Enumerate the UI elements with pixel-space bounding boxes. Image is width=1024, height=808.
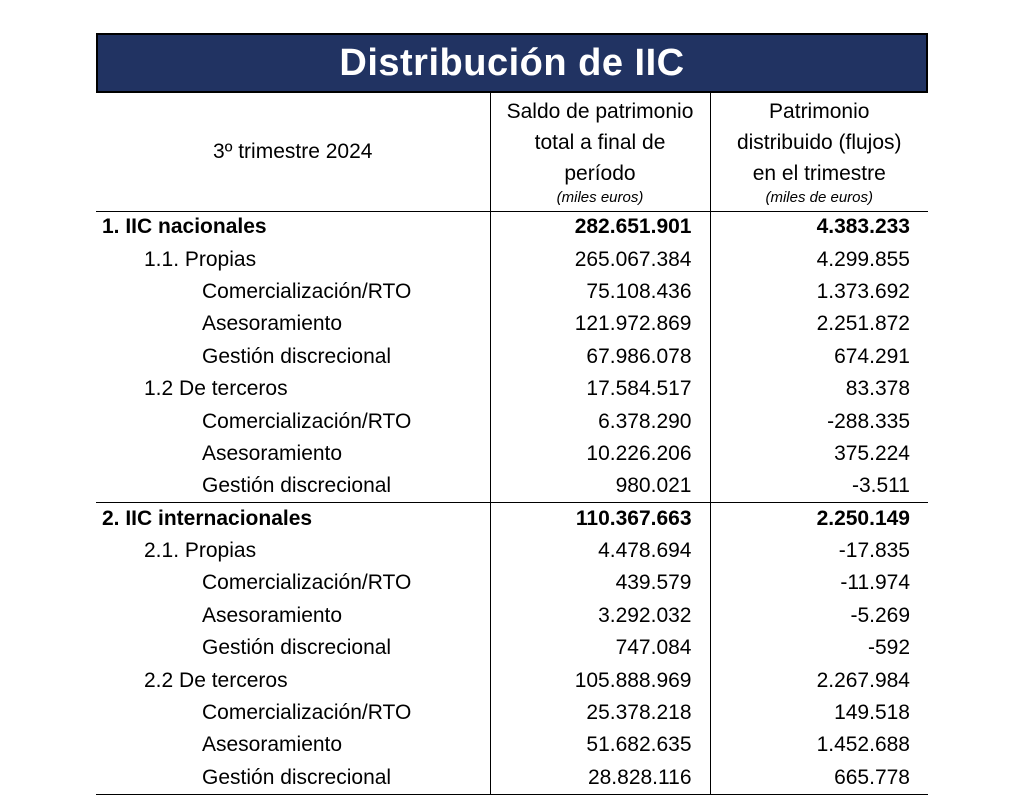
flujos-value: 375.224 [710, 438, 928, 470]
iic-distribution-table [96, 93, 928, 795]
flujos-value: 83.378 [710, 373, 928, 405]
saldo-header-line: período [564, 162, 636, 186]
saldo-value: 75.108.436 [490, 276, 710, 308]
saldo-value: 3.292.032 [490, 600, 710, 632]
table-title: Distribución de IIC [96, 33, 928, 93]
table-row [96, 664, 928, 696]
flujos-value: 1.373.692 [710, 276, 928, 308]
flujos-value: 2.250.149 [710, 503, 928, 535]
flujos-header-line: en el trimestre [752, 162, 886, 186]
saldo-value: 110.367.663 [490, 503, 710, 535]
period-header: 3º trimestre 2024 [213, 140, 373, 164]
table-row [96, 243, 928, 275]
flujos-value: -5.269 [710, 600, 928, 632]
saldo-value: 67.986.078 [490, 341, 710, 373]
saldo-value: 265.067.384 [490, 243, 710, 275]
row-label: 1.2 De terceros [144, 377, 288, 401]
flujos-unit: (miles de euros) [765, 189, 874, 207]
iic-distribution-table-block [96, 33, 928, 795]
flujos-column-header [710, 93, 928, 211]
saldo-value: 747.084 [490, 632, 710, 664]
saldo-value: 10.226.206 [490, 438, 710, 470]
table-row [96, 632, 928, 664]
table-row [96, 535, 928, 567]
flujos-value: -11.974 [710, 567, 928, 599]
flujos-value: 674.291 [710, 341, 928, 373]
saldo-value: 439.579 [490, 567, 710, 599]
row-label: Comercialización/RTO [202, 571, 412, 595]
table-row [96, 729, 928, 761]
flujos-value: 1.452.688 [710, 729, 928, 761]
table-row [96, 211, 928, 243]
table-row [96, 697, 928, 729]
row-label: Asesoramiento [202, 312, 343, 336]
row-label: Asesoramiento [202, 441, 343, 465]
saldo-value: 17.584.517 [490, 373, 710, 405]
table-row [96, 503, 928, 535]
row-label: Comercialización/RTO [202, 409, 412, 433]
header-row [96, 93, 928, 211]
row-label: Gestión discrecional [202, 474, 392, 498]
flujos-value: 4.299.855 [710, 243, 928, 275]
row-label: 2.2 De terceros [144, 668, 288, 692]
saldo-value: 51.682.635 [490, 729, 710, 761]
saldo-unit: (miles euros) [556, 189, 644, 207]
row-label: Gestión discrecional [202, 636, 392, 660]
table-row [96, 567, 928, 599]
saldo-header-line: total a final de [534, 131, 666, 155]
saldo-value: 121.972.869 [490, 308, 710, 340]
table-row [96, 438, 928, 470]
table-row [96, 600, 928, 632]
row-label: 1. IIC nacionales [96, 211, 490, 243]
row-label: Gestión discrecional [96, 762, 490, 794]
row-label: Asesoramiento [202, 733, 343, 757]
saldo-value: 25.378.218 [490, 697, 710, 729]
flujos-value: -592 [710, 632, 928, 664]
flujos-header-line: distribuido (flujos) [736, 131, 902, 155]
saldo-value: 282.651.901 [490, 211, 710, 243]
saldo-column-header [490, 93, 710, 211]
flujos-value: 2.251.872 [710, 308, 928, 340]
saldo-value: 105.888.969 [490, 664, 710, 696]
table-row [96, 276, 928, 308]
flujos-value: 149.518 [710, 697, 928, 729]
table-row [96, 405, 928, 437]
flujos-value: 4.383.233 [710, 211, 928, 243]
row-label: Comercialización/RTO [202, 701, 412, 725]
table-row [96, 308, 928, 340]
row-label: Asesoramiento [202, 603, 343, 627]
row-label: Gestión discrecional [202, 344, 392, 368]
flujos-value: -3.511 [710, 470, 928, 502]
table-row [96, 373, 928, 405]
flujos-header-line: Patrimonio [769, 100, 870, 124]
flujos-value: 2.267.984 [710, 664, 928, 696]
saldo-value: 980.021 [490, 470, 710, 502]
row-label: 2.1. Propias [144, 539, 257, 563]
table-row [96, 470, 928, 502]
saldo-header-line: Saldo de patrimonio [506, 100, 694, 124]
saldo-value: 28.828.116 [490, 762, 710, 794]
flujos-value: -288.335 [710, 405, 928, 437]
saldo-value: 6.378.290 [490, 405, 710, 437]
flujos-value: -17.835 [710, 535, 928, 567]
flujos-value: 665.778 [710, 762, 928, 794]
row-label: Comercialización/RTO [202, 279, 412, 303]
saldo-value: 4.478.694 [490, 535, 710, 567]
table-row [96, 762, 928, 794]
table-row [96, 341, 928, 373]
row-label: 1.1. Propias [144, 247, 257, 271]
row-label: 2. IIC internacionales [96, 503, 490, 535]
